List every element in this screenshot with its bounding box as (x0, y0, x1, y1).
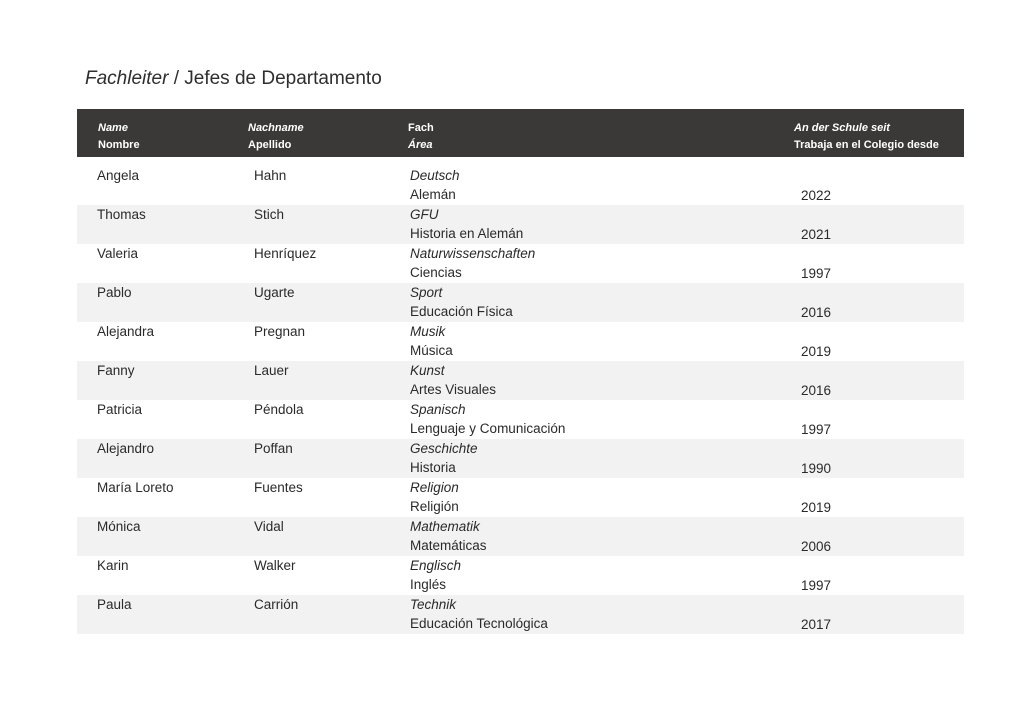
first-name-cell: Pablo (97, 285, 132, 300)
header-subject (408, 120, 434, 154)
last-name-cell: Carrión (254, 597, 299, 612)
subject-german-cell: Naturwissenschaften (410, 246, 536, 261)
subject-german-cell: Kunst (410, 363, 445, 378)
header-lastname-german: Nachname (248, 122, 304, 134)
last-name-cell: Lauer (254, 363, 289, 378)
last-name-cell: Vidal (254, 519, 284, 534)
first-name-cell: Alejandra (97, 324, 155, 339)
subject-spanish-cell: Inglés (410, 577, 447, 592)
table-body (77, 166, 964, 634)
header-since-spanish: Trabaja en el Colegio desde (794, 139, 939, 151)
page-title-spanish: Jefes de Departamento (184, 68, 382, 89)
subject-german-cell: Spanisch (410, 402, 466, 417)
header-lastname-spanish: Apellido (248, 139, 292, 151)
header-since (794, 120, 939, 154)
table-header (77, 109, 964, 157)
table-row (77, 322, 964, 361)
subject-spanish-cell: Artes Visuales (410, 382, 497, 397)
subject-german-cell: Sport (410, 285, 443, 300)
since-year-cell: 2016 (801, 305, 832, 320)
last-name-cell: Stich (254, 207, 285, 222)
first-name-cell: María Loreto (97, 480, 174, 495)
since-year-cell: 2017 (801, 617, 832, 632)
last-name-cell: Walker (254, 558, 296, 573)
since-year-cell: 2019 (801, 500, 832, 515)
table-row (77, 439, 964, 478)
last-name-cell: Poffan (254, 441, 293, 456)
first-name-cell: Mónica (97, 519, 141, 534)
since-year-cell: 1990 (801, 461, 832, 476)
header-subject-german: Fach (408, 122, 434, 134)
table-row (77, 205, 964, 244)
first-name-cell: Patricia (97, 402, 143, 417)
last-name-cell: Péndola (254, 402, 304, 417)
first-name-cell: Fanny (97, 363, 135, 378)
page-title (85, 68, 382, 90)
subject-german-cell: Geschichte (410, 441, 478, 456)
subject-german-cell: GFU (410, 207, 439, 222)
table-row (77, 244, 964, 283)
header-subject-spanish: Área (408, 139, 433, 151)
header-name-german: Name (98, 122, 128, 134)
last-name-cell: Ugarte (254, 285, 295, 300)
table-row (77, 478, 964, 517)
first-name-cell: Angela (97, 168, 140, 183)
header-since-german: An der Schule seit (794, 122, 890, 134)
subject-spanish-cell: Música (410, 343, 453, 358)
subject-spanish-cell: Matemáticas (410, 538, 487, 553)
table-row (77, 556, 964, 595)
subject-german-cell: Englisch (410, 558, 462, 573)
first-name-cell: Paula (97, 597, 132, 612)
first-name-cell: Alejandro (97, 441, 155, 456)
first-name-cell: Valeria (97, 246, 139, 261)
subject-german-cell: Deutsch (410, 168, 460, 183)
subject-spanish-cell: Historia (410, 460, 456, 475)
header-lastname (248, 120, 304, 154)
subject-spanish-cell: Historia en Alemán (410, 226, 524, 241)
subject-german-cell: Technik (410, 597, 457, 612)
header-name (98, 120, 140, 154)
since-year-cell: 2021 (801, 227, 832, 242)
table-row (77, 517, 964, 556)
subject-spanish-cell: Lenguaje y Comunicación (410, 421, 566, 436)
subject-spanish-cell: Educación Tecnológica (410, 616, 548, 631)
first-name-cell: Thomas (97, 207, 146, 222)
first-name-cell: Karin (97, 558, 129, 573)
since-year-cell: 1997 (801, 578, 832, 593)
subject-spanish-cell: Alemán (410, 187, 456, 202)
table-row (77, 166, 964, 205)
last-name-cell: Hahn (254, 168, 287, 183)
subject-german-cell: Musik (410, 324, 446, 339)
table-row (77, 361, 964, 400)
table-row (77, 283, 964, 322)
last-name-cell: Henríquez (254, 246, 317, 261)
since-year-cell: 2022 (801, 188, 832, 203)
subject-german-cell: Mathematik (410, 519, 480, 534)
subject-german-cell: Religion (410, 480, 459, 495)
since-year-cell: 1997 (801, 266, 832, 281)
page-title-german: Fachleiter (85, 68, 169, 89)
table-row (77, 595, 964, 634)
last-name-cell: Pregnan (254, 324, 306, 339)
department-heads-table (77, 109, 964, 634)
page-title-separator: / (168, 68, 185, 89)
since-year-cell: 2016 (801, 383, 832, 398)
since-year-cell: 1997 (801, 422, 832, 437)
header-name-spanish: Nombre (98, 139, 140, 151)
subject-spanish-cell: Ciencias (410, 265, 462, 280)
subject-spanish-cell: Educación Física (410, 304, 513, 319)
last-name-cell: Fuentes (254, 480, 303, 495)
since-year-cell: 2006 (801, 539, 832, 554)
table-row (77, 400, 964, 439)
since-year-cell: 2019 (801, 344, 832, 359)
subject-spanish-cell: Religión (410, 499, 459, 514)
